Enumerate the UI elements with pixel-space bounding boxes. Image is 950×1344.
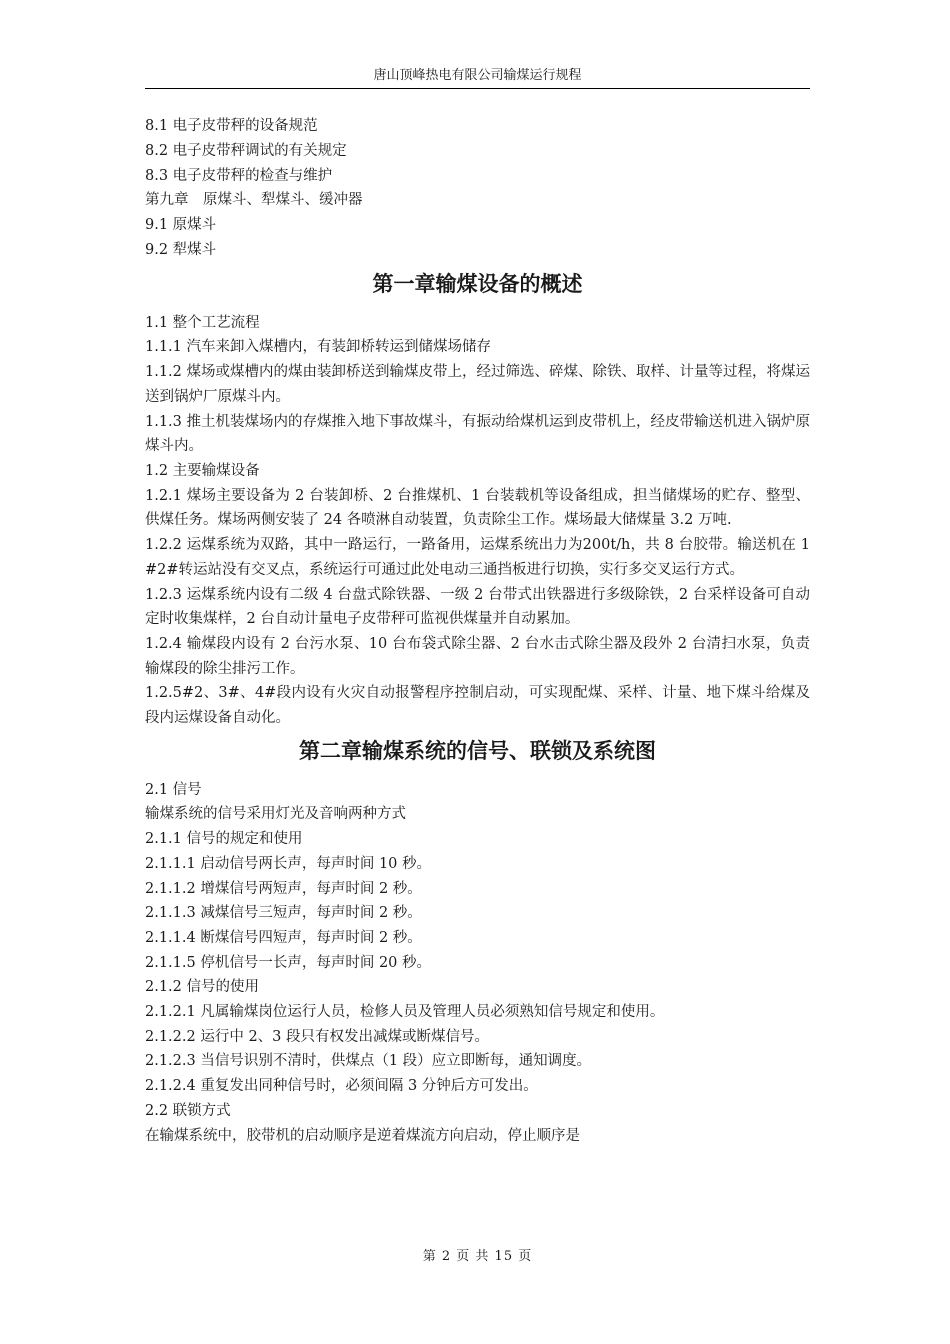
paragraph: 2.1.2.4 重复发出同种信号时，必须间隔 3 分钟后方可发出。 xyxy=(145,1078,538,1095)
paragraph: 2.1.2.2 运行中 2、3 段只有权发出减煤或断煤信号。 xyxy=(145,1028,490,1045)
paragraph: 2.1.2 信号的使用 xyxy=(145,979,260,996)
paragraph: 2.2 联锁方式 xyxy=(145,1102,231,1119)
chapter-1-body xyxy=(145,311,810,731)
toc-list xyxy=(145,114,810,263)
paragraph: 在输煤系统中，胶带机的启动顺序是逆着煤流方向启动，停止顺序是 xyxy=(145,1127,580,1144)
page-content xyxy=(145,114,810,1148)
header-rule xyxy=(145,88,810,89)
paragraph: 2.1.1 信号的规定和使用 xyxy=(145,831,303,848)
paragraph: 1.1.2 煤场或煤槽内的煤由装卸桥送到输煤皮带上，经过筛选、碎煤、除铁、取样、计量等过程，将煤运送到锅炉厂原煤斗内。 xyxy=(145,364,810,405)
paragraph: 2.1.1.5 停机信号一长声，每声时间 20 秒。 xyxy=(145,954,432,971)
paragraph: 1.2.1 煤场主要设备为 2 台装卸桥、2 台推煤机、1 台装载机等设备组成，担当储煤场的贮存、整型、供煤任务。煤场两侧安装了 24 各喷淋自动装置，负责除尘工作。煤场最大储煤量 3.2 万吨. xyxy=(145,487,810,529)
paragraph: 1.2.3 运煤系统内设有二级 4 台盘式除铁器、一级 2 台带式出铁器进行多级除铁，2 台采样设备可自动定时收集煤样，2 台自动计量电子皮带秤可监视供煤量并自动累加。 xyxy=(145,586,810,628)
toc-item: 8.3 电子皮带秤的检查与维护 xyxy=(145,167,333,184)
toc-item: 9.2 犁煤斗 xyxy=(145,241,217,258)
toc-item: 第九章 原煤斗、犁煤斗、缓冲器 xyxy=(145,192,363,209)
chapter-2-body xyxy=(145,778,810,1149)
paragraph: 2.1.1.4 断煤信号四短声，每声时间 2 秒。 xyxy=(145,929,422,946)
paragraph: 1.1.1 汽车来卸入煤槽内，有装卸桥转运到储煤场储存 xyxy=(145,339,492,356)
toc-item: 8.1 电子皮带秤的设备规范 xyxy=(145,118,318,134)
paragraph: 1.2 主要输煤设备 xyxy=(145,463,260,479)
paragraph: 2.1.1.2 增煤信号两短声，每声时间 2 秒。 xyxy=(145,880,422,897)
paragraph: 1.2.5#2、3#、4#段内设有火灾自动报警程序控制启动，可实现配煤、采样、计量、地下煤斗给煤及段内运煤设备自动化。 xyxy=(145,685,810,727)
paragraph: 1.2.2 运煤系统为双路，其中一路运行，一路备用，运煤系统出力为200t/h，共 8 台胶带。输送机在 1#2#转运站没有交叉点，系统运行可通过此处电动三通挡板进行切换，实行多交叉运行方式。 xyxy=(145,537,810,578)
chapter-2-title: 第二章输煤系统的信号、联锁及系统图 xyxy=(299,737,656,763)
chapter-1-title: 第一章输煤设备的概述 xyxy=(372,270,583,296)
paragraph: 2.1.2.1 凡属输煤岗位运行人员，检修人员及管理人员必须熟知信号规定和使用。 xyxy=(145,1004,665,1021)
toc-item: 9.1 原煤斗 xyxy=(145,217,217,234)
paragraph: 2.1 信号 xyxy=(145,781,202,798)
paragraph: 2.1.1.3 减煤信号三短声，每声时间 2 秒。 xyxy=(145,905,422,922)
paragraph: 2.1.1.1 启动信号两长声，每声时间 10 秒。 xyxy=(145,855,432,872)
paragraph: 输煤系统的信号采用灯光及音响两种方式 xyxy=(145,806,406,823)
toc-item: 8.2 电子皮带秤调试的有关规定 xyxy=(145,142,347,159)
paragraph: 2.1.2.3 当信号识别不清时，供煤点（1 段）应立即断每，通知调度。 xyxy=(145,1053,592,1070)
paragraph: 1.1.3 推土机装煤场内的存煤推入地下事故煤斗，有振动给煤机运到皮带机上，经皮带输送机进入锅炉原煤斗内。 xyxy=(145,413,810,455)
page-footer: 第 2 页 共 15 页 xyxy=(422,1249,533,1264)
paragraph: 1.1 整个工艺流程 xyxy=(145,314,260,331)
paragraph: 1.2.4 输煤段内设有 2 台污水泵、10 台布袋式除尘器、2 台水击式除尘器及段外 2 台清扫水泵，负责输煤段的除尘排污工作。 xyxy=(145,635,810,677)
page-header: 唐山顶峰热电有限公司输煤运行规程 xyxy=(373,68,582,83)
